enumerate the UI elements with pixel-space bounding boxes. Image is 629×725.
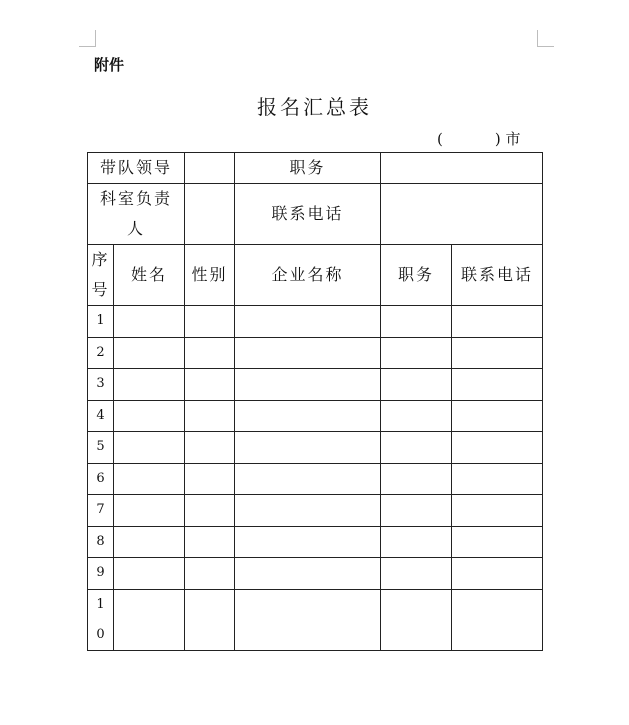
row-number-line1: 1 [96, 596, 105, 612]
row-number: 5 [88, 432, 114, 464]
gender-cell[interactable] [185, 432, 235, 464]
gender-cell[interactable] [185, 495, 235, 527]
phone-cell[interactable] [452, 369, 543, 401]
form-title: 报名汇总表 [257, 95, 372, 119]
gender-cell[interactable] [185, 369, 235, 401]
gender-cell[interactable] [185, 589, 235, 650]
header-gender: 性别 [185, 245, 235, 306]
position-cell[interactable] [381, 495, 452, 527]
company-cell[interactable] [235, 400, 381, 432]
table-row [88, 337, 543, 369]
company-cell[interactable] [235, 432, 381, 464]
phone-cell[interactable] [452, 558, 543, 590]
company-cell[interactable] [235, 495, 381, 527]
row-number: 6 [88, 463, 114, 495]
name-cell[interactable] [114, 369, 185, 401]
table-row [88, 526, 543, 558]
name-cell[interactable] [114, 400, 185, 432]
page-corner-mark-left [79, 30, 96, 47]
city-close-paren: ) [494, 130, 501, 148]
row-number: 2 [88, 337, 114, 369]
table-row [88, 400, 543, 432]
header-phone: 联系电话 [452, 245, 543, 306]
name-cell[interactable] [114, 337, 185, 369]
gender-cell[interactable] [185, 526, 235, 558]
row-number: 8 [88, 526, 114, 558]
phone-cell[interactable] [452, 463, 543, 495]
row-number: 3 [88, 369, 114, 401]
table-row [88, 369, 543, 401]
office-phone-label: 联系电话 [235, 184, 381, 245]
company-cell[interactable] [235, 526, 381, 558]
row-number [88, 589, 114, 650]
header-index-line2: 号 [91, 280, 110, 299]
table-row [88, 589, 543, 650]
name-cell[interactable] [114, 495, 185, 527]
data-rows [88, 306, 543, 590]
attachment-label: 附件 [94, 56, 125, 74]
position-cell[interactable] [381, 369, 452, 401]
position-cell[interactable] [381, 558, 452, 590]
header-index-line1: 序 [91, 250, 110, 269]
phone-cell[interactable] [452, 495, 543, 527]
company-cell[interactable] [235, 306, 381, 338]
table-row [88, 495, 543, 527]
city-open-paren: ( [437, 130, 443, 148]
position-cell[interactable] [381, 589, 452, 650]
company-cell[interactable] [235, 558, 381, 590]
company-cell[interactable] [235, 463, 381, 495]
row-number: 7 [88, 495, 114, 527]
page-corner-mark-right [537, 30, 554, 47]
name-cell[interactable] [114, 463, 185, 495]
leader-value-cell[interactable] [185, 153, 235, 184]
office-label-line2: 人 [126, 219, 145, 238]
header-name: 姓名 [114, 245, 185, 306]
row-number-line2: 0 [96, 626, 105, 642]
gender-cell[interactable] [185, 400, 235, 432]
phone-cell[interactable] [452, 526, 543, 558]
phone-cell[interactable] [452, 306, 543, 338]
header-position: 职务 [381, 245, 452, 306]
leader-row [88, 153, 543, 184]
office-value-cell[interactable] [185, 184, 235, 245]
header-index [88, 245, 114, 306]
row-number: 4 [88, 400, 114, 432]
office-phone-cell[interactable] [381, 184, 543, 245]
name-cell[interactable] [114, 558, 185, 590]
position-cell[interactable] [381, 432, 452, 464]
name-cell[interactable] [114, 432, 185, 464]
gender-cell[interactable] [185, 337, 235, 369]
name-cell[interactable] [114, 526, 185, 558]
phone-cell[interactable] [452, 400, 543, 432]
city-suffix: 市 [505, 130, 521, 148]
office-label [88, 184, 185, 245]
position-cell[interactable] [381, 306, 452, 338]
gender-cell[interactable] [185, 306, 235, 338]
table-row [88, 306, 543, 338]
office-label-line1: 科室负责 [99, 189, 172, 208]
leader-position-cell[interactable] [381, 153, 543, 184]
gender-cell[interactable] [185, 558, 235, 590]
row-number: 1 [88, 306, 114, 338]
phone-cell[interactable] [452, 337, 543, 369]
position-cell[interactable] [381, 463, 452, 495]
gender-cell[interactable] [185, 463, 235, 495]
leader-position-label: 职务 [235, 153, 381, 184]
position-cell[interactable] [381, 337, 452, 369]
city-field [437, 128, 521, 149]
company-cell[interactable] [235, 589, 381, 650]
header-company: 企业名称 [235, 245, 381, 306]
name-cell[interactable] [114, 589, 185, 650]
table-row [88, 558, 543, 590]
row-number: 9 [88, 558, 114, 590]
position-cell[interactable] [381, 400, 452, 432]
position-cell[interactable] [381, 526, 452, 558]
leader-label: 带队领导 [88, 153, 185, 184]
registration-table [87, 152, 543, 651]
company-cell[interactable] [235, 337, 381, 369]
table-row [88, 432, 543, 464]
phone-cell[interactable] [452, 432, 543, 464]
name-cell[interactable] [114, 306, 185, 338]
table-row [88, 463, 543, 495]
office-row [88, 184, 543, 245]
company-cell[interactable] [235, 369, 381, 401]
phone-cell[interactable] [452, 589, 543, 650]
column-header-row [88, 245, 543, 306]
